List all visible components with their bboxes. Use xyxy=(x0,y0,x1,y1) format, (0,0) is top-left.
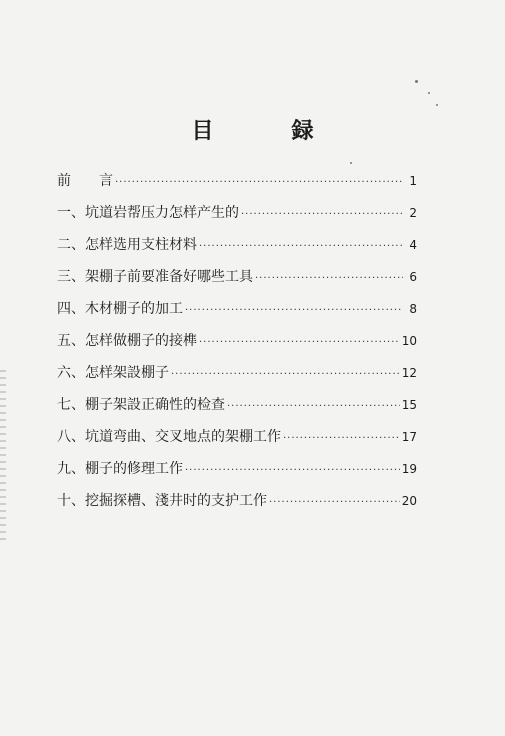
toc-entry-page: 19 xyxy=(401,462,417,476)
toc-entry[interactable] xyxy=(57,362,417,394)
dot-leader xyxy=(185,305,403,316)
dot-leader xyxy=(185,465,400,476)
scan-speckle xyxy=(350,162,352,164)
toc-entry-page: 12 xyxy=(401,366,417,380)
toc-entry-label: 四、木材棚子的加工 xyxy=(57,301,183,317)
toc-entry[interactable] xyxy=(57,426,417,458)
toc-entry-page: 4 xyxy=(409,238,417,252)
dot-leader xyxy=(227,401,400,412)
toc-entry-label: 九、棚子的修理工作 xyxy=(57,461,183,477)
scan-speckle xyxy=(436,104,438,106)
toc-entry-page: 15 xyxy=(401,398,417,412)
dot-leader xyxy=(269,497,400,508)
toc-entry-label: 八、坑道弯曲、交叉地点的架棚工作 xyxy=(57,429,281,445)
dot-leader xyxy=(283,433,400,444)
toc-entry[interactable] xyxy=(57,266,417,298)
toc-entry[interactable] xyxy=(57,394,417,426)
toc-entry-label: 五、怎样做棚子的接榫 xyxy=(57,333,197,349)
toc-entry[interactable] xyxy=(57,202,417,234)
dot-leader xyxy=(241,209,403,220)
dot-leader xyxy=(255,273,403,284)
toc-entry[interactable] xyxy=(57,298,417,330)
toc-entry-label: 六、怎样架設棚子 xyxy=(57,365,169,381)
scan-edge-artifact xyxy=(0,370,6,540)
toc-entry-page: 6 xyxy=(409,270,417,284)
toc-entry-page: 10 xyxy=(401,334,417,348)
toc-entry-label: 一、坑道岩帮压力怎样产生的 xyxy=(57,205,239,221)
table-of-contents xyxy=(57,170,417,522)
toc-entry-page: 8 xyxy=(409,302,417,316)
toc-entry[interactable] xyxy=(57,458,417,490)
toc-entry-label: 十、挖掘探槽、淺井时的支护工作 xyxy=(57,493,267,509)
dot-leader xyxy=(199,337,400,348)
toc-entry-page: 17 xyxy=(401,430,417,444)
dot-leader xyxy=(199,241,403,252)
toc-entry-label: 三、架棚子前要准备好哪些工具 xyxy=(57,269,253,285)
toc-entry[interactable] xyxy=(57,330,417,362)
toc-entry-label: 二、怎样选用支柱材料 xyxy=(57,237,197,253)
dot-leader xyxy=(115,177,403,188)
toc-entry-label: 前 言 xyxy=(57,173,113,189)
scan-speckle xyxy=(415,80,418,83)
scan-speckle xyxy=(428,92,430,94)
toc-entry[interactable] xyxy=(57,234,417,266)
toc-entry-page: 1 xyxy=(409,174,417,188)
toc-title: 目 録 xyxy=(191,118,342,144)
toc-entry-label: 七、棚子架設正确性的检查 xyxy=(57,397,225,413)
toc-entry[interactable] xyxy=(57,170,417,202)
dot-leader xyxy=(171,369,400,380)
toc-entry-page: 20 xyxy=(401,494,417,508)
toc-entry[interactable] xyxy=(57,490,417,522)
toc-entry-page: 2 xyxy=(409,206,417,220)
